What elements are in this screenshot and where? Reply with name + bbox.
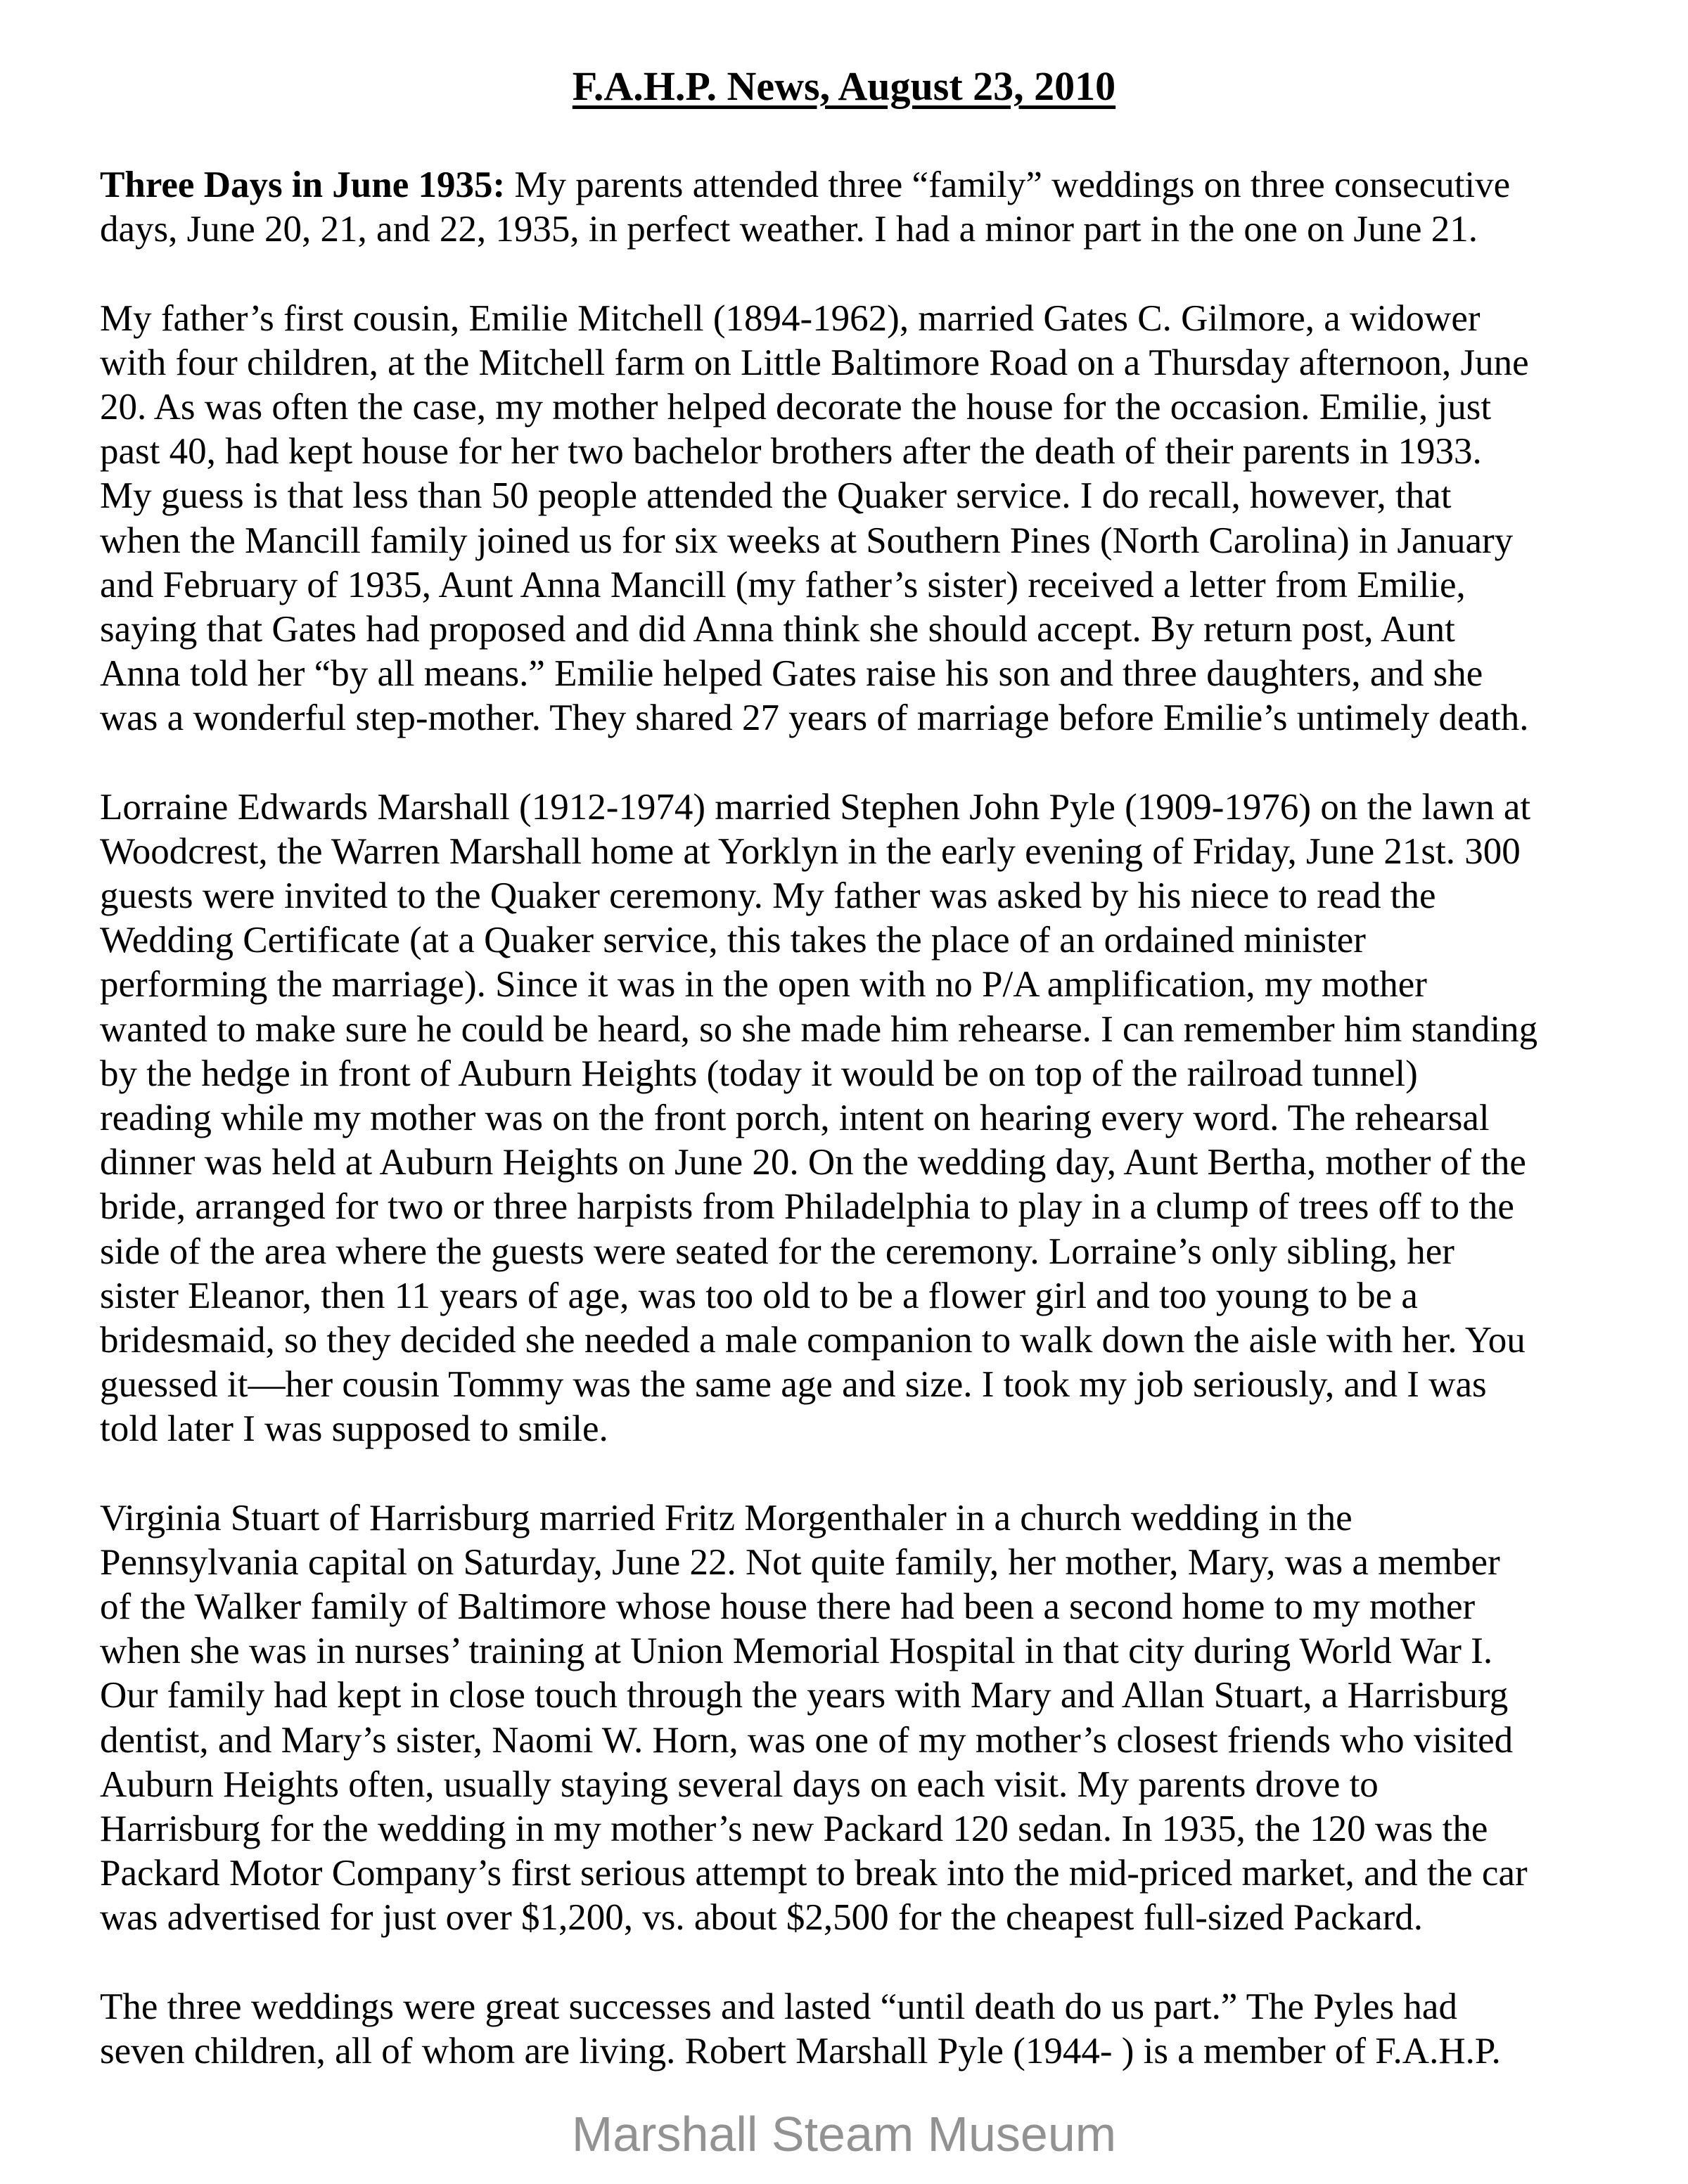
paragraph-line: dentist, and Mary’s sister, Naomi W. Horn, was one of my mother’s closest friends who visited xyxy=(100,1719,1514,1761)
article-body xyxy=(100,163,1537,2118)
paragraph-line: Our family had kept in close touch through the years with Mary and Allan Stuart, a Harrisburg xyxy=(100,1675,1509,1716)
watermark: Marshall Steam Museum xyxy=(571,2107,1117,2161)
paragraph-line: guessed it—her cousin Tommy was the same age and size. I took my job seriously, and I was xyxy=(100,1364,1487,1406)
paragraph-line: past 40, had kept house for her two bachelor brothers after the death of their parents in 1933. xyxy=(100,431,1482,473)
paragraph-line: Lorraine Edwards Marshall (1912-1974) married Stephen John Pyle (1909-1976) on the lawn at xyxy=(100,786,1531,828)
paragraph-line: of the Walker family of Baltimore whose house there had been a second home to my mother xyxy=(100,1586,1476,1627)
paragraph-line: bride, arranged for two or three harpists from Philadelphia to play in a clump of trees off to the xyxy=(100,1186,1514,1228)
paragraph-line: My father’s first cousin, Emilie Mitchell (1894-1962), married Gates C. Gilmore, a widower xyxy=(100,297,1481,339)
paragraph-2 xyxy=(100,785,1537,1452)
paragraph-line: My guess is that less than 50 people attended the Quaker service. I do recall, however, that xyxy=(100,475,1452,517)
paragraph-line: was advertised for just over $1,200, vs. about $2,500 for the cheapest full-sized Packard. xyxy=(100,1897,1423,1939)
paragraph-line: Anna told her “by all means.” Emilie helped Gates raise his son and three daughters, and she xyxy=(100,653,1483,695)
paragraph-line: dinner was held at Auburn Heights on June 20. On the wedding day, Aunt Bertha, mother of the xyxy=(100,1142,1526,1183)
paragraph-line: Auburn Heights often, usually staying several days on each visit. My parents drove to xyxy=(100,1764,1379,1805)
paragraph-line: guests were invited to the Quaker ceremony. My father was asked by his niece to read the xyxy=(100,875,1436,916)
paragraph-line: saying that Gates had proposed and did Anna think she should accept. By return post, Aunt xyxy=(100,608,1455,650)
section-heading: Three Days in June 1935: xyxy=(100,165,506,205)
paragraph-line: with four children, at the Mitchell farm on Little Baltimore Road on a Thursday afternoon, June xyxy=(100,342,1529,383)
paragraph-line: bridesmaid, so they decided she needed a male companion to walk down the aisle with her. You xyxy=(100,1319,1526,1361)
intro-paragraph xyxy=(100,163,1537,252)
paragraph-4 xyxy=(100,1985,1537,2074)
paragraph-line: when she was in nurses’ training at Union Memorial Hospital in that city during World War I. xyxy=(100,1631,1493,1672)
paragraph-line: sister Eleanor, then 11 years of age, was too old to be a flower girl and too young to be a xyxy=(100,1275,1418,1316)
paragraph-line: side of the area where the guests were seated for the ceremony. Lorraine’s only sibling, her xyxy=(100,1231,1454,1272)
paragraph-line: by the hedge in front of Auburn Heights (today it would be on top of the railroad tunnel) xyxy=(100,1053,1418,1094)
paragraph-line: Harrisburg for the wedding in my mother’s new Packard 120 sedan. In 1935, the 120 was the xyxy=(100,1808,1488,1849)
paragraph-line: performing the marriage). Since it was in the open with no P/A amplification, my mother xyxy=(100,964,1427,1006)
line-text: My parents attended three “family” weddings on three consecutive xyxy=(505,165,1511,205)
paragraph-line: Virginia Stuart of Harrisburg married Fritz Morgenthaler in a church wedding in the xyxy=(100,1497,1353,1539)
paragraph-line: Packard Motor Company’s first serious attempt to break into the mid-priced market, and the car xyxy=(100,1853,1528,1894)
paragraph-line: The three weddings were great successes and lasted “until death do us part.” The Pyles had xyxy=(100,1986,1457,2027)
paragraph-line xyxy=(100,163,1537,207)
paragraph-line: seven children, all of whom are living. Robert Marshall Pyle (1944- ) is a member of F.A.H.P. xyxy=(100,2030,1501,2071)
paragraph-line: wanted to make sure he could be heard, so she made him rehearse. I can remember him standing xyxy=(100,1008,1538,1050)
paragraph-3 xyxy=(100,1496,1537,1941)
paragraph-line: told later I was supposed to smile. xyxy=(100,1408,608,1450)
paragraph-line: Pennsylvania capital on Saturday, June 22. Not quite family, her mother, Mary, was a member xyxy=(100,1541,1500,1583)
paragraphs xyxy=(100,297,1537,2074)
paragraph-line: reading while my mother was on the front porch, intent on hearing every word. The rehearsal xyxy=(100,1097,1490,1138)
paragraph-1 xyxy=(100,297,1537,741)
paragraph-line: and February of 1935, Aunt Anna Mancill (my father’s sister) received a letter from Emilie, xyxy=(100,564,1466,605)
paragraph-line: Wedding Certificate (at a Quaker service, this takes the place of an ordained minister xyxy=(100,920,1366,961)
paragraph-line: was a wonderful step-mother. They shared 27 years of marriage before Emilie’s untimely death. xyxy=(100,698,1529,739)
paragraph-line: when the Mancill family joined us for six weeks at Southern Pines (North Carolina) in January xyxy=(100,520,1514,561)
paragraph-line: 20. As was often the case, my mother helped decorate the house for the occasion. Emilie, just xyxy=(100,386,1492,428)
paragraph-line: days, June 20, 21, and 22, 1935, in perfect weather. I had a minor part in the one on June 21. xyxy=(100,209,1478,250)
page-title xyxy=(0,62,1688,111)
title-text: F.A.H.P. News, August 23, 2010 xyxy=(572,63,1116,109)
paragraph-line: Woodcrest, the Warren Marshall home at Yorklyn in the early evening of Friday, June 21st. 300 xyxy=(100,830,1521,872)
